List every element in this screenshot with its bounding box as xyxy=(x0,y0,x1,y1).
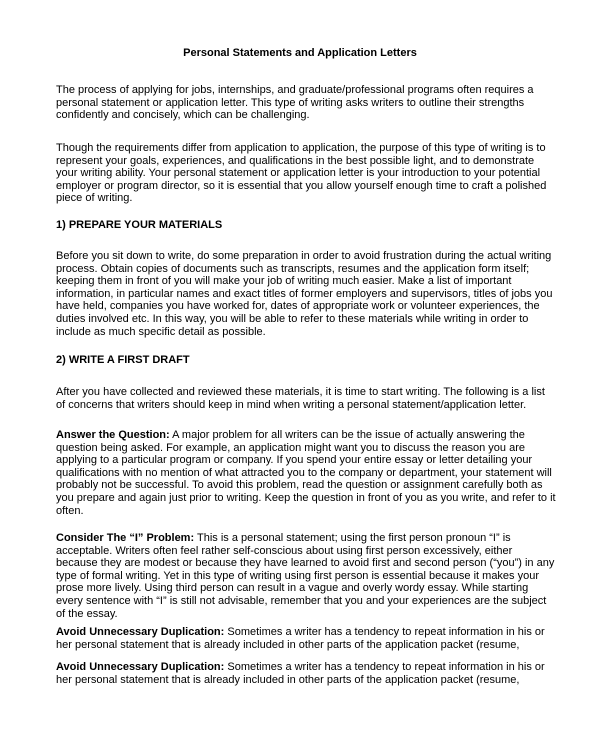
point-lead: Avoid Unnecessary Duplication: xyxy=(56,661,225,673)
point-text: Sometimes a writer has a tendency to repeat information in his or her personal statement that is already included in other parts of the application packet (resume, xyxy=(56,626,545,651)
point-text: A major problem for all writers can be the issue of actually answering the question being asked. For example, an application might want you to discuss the reason you are applying to a particular program or company. If you spend your entire essay or letter detailing your qualifications with no mention of what attracted you to the company or department, your statement will probably not be successful. To avoid this problem, read the question or assignment carefully both as you prepare and again just prior to writing. Keep the question in front of you as you write, and refer to it often. xyxy=(56,429,556,517)
section-2-paragraph: After you have collected and reviewed these materials, it is time to start writing. The following is a list of concerns that writers should keep in mind when writing a personal statement/application letter. xyxy=(56,386,545,411)
point-i-problem xyxy=(56,532,556,620)
point-lead: Answer the Question: xyxy=(56,429,170,441)
point-avoid-duplication-repeat xyxy=(56,661,556,686)
point-answer-question xyxy=(56,429,556,517)
document-title: Personal Statements and Application Letters xyxy=(183,47,417,59)
point-text: Sometimes a writer has a tendency to repeat information in his or her personal statement that is already included in other parts of the application packet (resume, xyxy=(56,661,545,686)
point-text: This is a personal statement; using the first person pronoun “I” is acceptable. Writers often feel rather self-conscious about using first person excessively, either because they are modest or because they have learned to avoid first and second person (“you”) in any type of formal writing. Yet in this type of writing using first person is essential because it makes your prose more lively. Using third person can result in a vague and overly wordy essay. While starting every sentence with “I” is still not advisable, remember that you and your experiences are the subject of the essay. xyxy=(56,532,555,620)
point-avoid-duplication xyxy=(56,626,556,651)
intro-paragraph: The process of applying for jobs, internships, and graduate/professional programs often requires a personal statement or application letter. This type of writing asks writers to outline their strengths confidently and concisely, which can be challenging. xyxy=(56,84,534,122)
section-1-paragraph: Before you sit down to write, do some preparation in order to avoid frustration during the actual writing process. Obtain copies of documents such as transcripts, resumes and the application form itself; keeping them in front of you will make your job of writing much easier. Make a list of important information, in particular names and exact titles of former employers and supervisors, titles of jobs you have held, companies you have worked for, dates of appropriate work or volunteer experiences, the duties involved etc. In this way, you will be able to refer to these materials while writing in order to include as much specific detail as possible. xyxy=(56,250,553,338)
point-lead: Consider The “I” Problem: xyxy=(56,532,195,544)
point-lead: Avoid Unnecessary Duplication: xyxy=(56,626,225,638)
purpose-paragraph: Though the requirements differ from application to application, the purpose of this type of writing is to represent your goals, experiences, and qualifications in the best possible light, and to demonstrate your writing ability. Your personal statement or application letter is your introduction to your potential employer or program director, so it is essential that you allow yourself enough time to craft a polished piece of writing. xyxy=(56,142,547,205)
section-2-heading: 2) WRITE A FIRST DRAFT xyxy=(56,354,190,366)
section-1-heading: 1) PREPARE YOUR MATERIALS xyxy=(56,219,223,231)
